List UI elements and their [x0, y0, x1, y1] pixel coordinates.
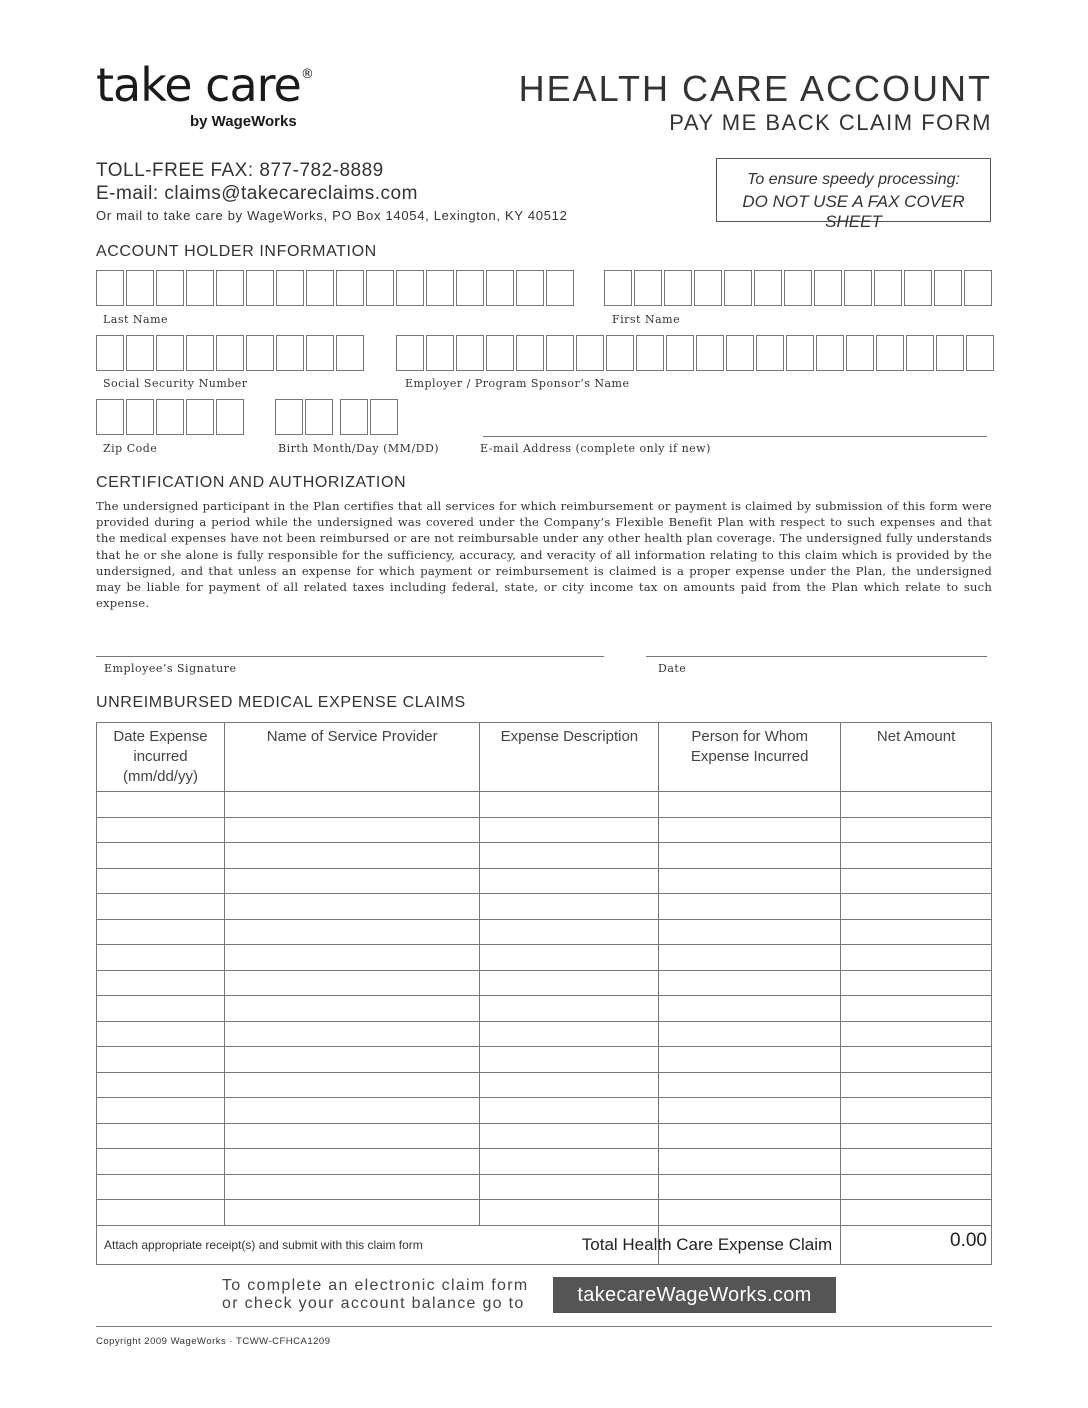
column-header: Date Expense incurred (mm/dd/yy) [97, 723, 225, 792]
character-box[interactable] [370, 399, 398, 435]
claim-cell[interactable] [841, 1072, 992, 1098]
claim-cell[interactable] [841, 1200, 992, 1226]
employer-label: Employer / Program Sponsor’s Name [405, 377, 630, 390]
claims-footer-row [97, 1225, 992, 1264]
claim-row [97, 1021, 992, 1047]
character-box[interactable] [966, 335, 994, 371]
claim-cell[interactable] [224, 996, 480, 1022]
character-box[interactable] [636, 335, 664, 371]
claim-cell[interactable] [841, 970, 992, 996]
character-box[interactable] [126, 399, 154, 435]
website-link-button[interactable]: takecareWageWorks.com [553, 1277, 836, 1313]
character-box[interactable] [546, 270, 574, 306]
character-box[interactable] [696, 335, 724, 371]
claim-row [97, 1174, 992, 1200]
claim-cell[interactable] [659, 792, 841, 818]
claim-row [97, 792, 992, 818]
claim-cell[interactable] [659, 1149, 841, 1175]
claim-cell[interactable] [224, 792, 480, 818]
character-box[interactable] [306, 270, 334, 306]
claim-cell[interactable] [480, 1123, 659, 1149]
email-label: E-mail Address (complete only if new) [480, 442, 711, 455]
claim-cell[interactable] [841, 792, 992, 818]
character-box[interactable] [336, 335, 364, 371]
claim-cell[interactable] [659, 1200, 841, 1226]
character-box[interactable] [336, 270, 364, 306]
claim-cell[interactable] [224, 1149, 480, 1175]
character-box[interactable] [96, 399, 124, 435]
character-box[interactable] [606, 335, 634, 371]
claim-cell[interactable] [841, 868, 992, 894]
last-name-label: Last Name [103, 313, 169, 326]
claim-cell[interactable] [97, 919, 225, 945]
character-box[interactable] [694, 270, 722, 306]
form-subtitle: PAY ME BACK CLAIM FORM [669, 110, 992, 135]
claim-row [97, 817, 992, 843]
character-box[interactable] [276, 335, 304, 371]
form-title: HEALTH CARE ACCOUNT [518, 68, 992, 109]
claim-cell[interactable] [659, 919, 841, 945]
certification-heading: CERTIFICATION AND AUTHORIZATION [96, 474, 407, 491]
total-amount[interactable]: 0.00 [841, 1225, 992, 1264]
contact-email: E-mail: claims@takecareclaims.com [96, 183, 418, 204]
electronic-claim-text [222, 1277, 528, 1313]
character-box[interactable] [936, 335, 964, 371]
character-box[interactable] [664, 270, 692, 306]
character-box[interactable] [246, 270, 274, 306]
character-box[interactable] [724, 270, 752, 306]
claim-cell[interactable] [659, 945, 841, 971]
claim-cell[interactable] [97, 1123, 225, 1149]
processing-notice [716, 158, 991, 231]
claim-cell[interactable] [97, 1200, 225, 1226]
character-box[interactable] [96, 335, 124, 371]
character-box[interactable] [666, 335, 694, 371]
claim-cell[interactable] [841, 1123, 992, 1149]
footer-divider [96, 1326, 992, 1327]
character-box[interactable] [814, 270, 842, 306]
claim-cell[interactable] [841, 919, 992, 945]
character-box[interactable] [216, 399, 244, 435]
column-header: Expense Description [480, 723, 659, 792]
last-name-boxes[interactable] [96, 270, 576, 306]
first-name-boxes[interactable] [604, 270, 994, 306]
character-box[interactable] [756, 335, 784, 371]
claim-cell[interactable] [224, 843, 480, 869]
claim-cell[interactable] [480, 1149, 659, 1175]
claim-cell[interactable] [659, 843, 841, 869]
receipt-note: Attach appropriate receipt(s) and submit with this claim form [97, 1225, 659, 1264]
claim-cell[interactable] [480, 970, 659, 996]
claim-cell[interactable] [224, 894, 480, 920]
logo-text: take care [96, 58, 301, 112]
character-box[interactable] [276, 270, 304, 306]
zip-boxes[interactable] [96, 399, 246, 435]
claim-cell[interactable] [659, 996, 841, 1022]
mailing-address: Or mail to take care by WageWorks, PO Box 14054, Lexington, KY 40512 [96, 208, 568, 223]
notice-line-2: DO NOT USE A FAX COVER SHEET [742, 192, 965, 231]
character-box[interactable] [186, 399, 214, 435]
claim-cell[interactable] [480, 792, 659, 818]
claims-table [96, 722, 992, 1265]
claim-cell[interactable] [659, 970, 841, 996]
claim-row [97, 970, 992, 996]
column-header: Person for Whom Expense Incurred [659, 723, 841, 792]
claim-cell[interactable] [224, 945, 480, 971]
claim-cell[interactable] [659, 1047, 841, 1073]
claim-cell[interactable] [224, 817, 480, 843]
character-box[interactable] [156, 399, 184, 435]
copyright: Copyright 2009 WageWorks · TCWW-CFHCA1209 [96, 1336, 331, 1347]
claim-cell[interactable] [97, 843, 225, 869]
claim-cell[interactable] [97, 1047, 225, 1073]
claim-cell[interactable] [659, 868, 841, 894]
claim-cell[interactable] [841, 1149, 992, 1175]
claim-cell[interactable] [480, 1047, 659, 1073]
character-box[interactable] [426, 270, 454, 306]
character-box[interactable] [784, 270, 812, 306]
claim-cell[interactable] [659, 817, 841, 843]
character-box[interactable] [96, 270, 124, 306]
claim-row [97, 1149, 992, 1175]
character-box[interactable] [275, 399, 303, 435]
claim-cell[interactable] [480, 1200, 659, 1226]
character-box[interactable] [426, 335, 454, 371]
character-box[interactable] [516, 270, 544, 306]
claim-cell[interactable] [659, 1098, 841, 1124]
logo-subtitle: by WageWorks [190, 113, 297, 130]
claim-row [97, 996, 992, 1022]
character-box[interactable] [726, 335, 754, 371]
claim-cell[interactable] [97, 1149, 225, 1175]
claim-cell[interactable] [841, 1174, 992, 1200]
claims-body [97, 792, 992, 1226]
character-box[interactable] [366, 270, 394, 306]
ssn-label: Social Security Number [103, 377, 248, 390]
claim-cell[interactable] [480, 1174, 659, 1200]
character-box[interactable] [546, 335, 574, 371]
claim-cell[interactable] [97, 996, 225, 1022]
notice-line-1: To ensure speedy processing: [747, 171, 960, 188]
date-line[interactable] [646, 656, 987, 657]
claim-cell[interactable] [224, 1098, 480, 1124]
claim-cell[interactable] [97, 868, 225, 894]
character-box[interactable] [876, 335, 904, 371]
logo [96, 58, 313, 112]
claim-cell[interactable] [224, 1047, 480, 1073]
email-line[interactable] [483, 436, 987, 437]
character-box[interactable] [126, 335, 154, 371]
claim-cell[interactable] [97, 792, 225, 818]
character-box[interactable] [216, 270, 244, 306]
claim-row [97, 1123, 992, 1149]
claim-cell[interactable] [841, 1021, 992, 1047]
claim-row [97, 1200, 992, 1226]
claim-cell[interactable] [224, 1072, 480, 1098]
zip-label: Zip Code [103, 442, 158, 455]
claim-cell[interactable] [659, 1021, 841, 1047]
character-box[interactable] [754, 270, 782, 306]
claim-cell[interactable] [97, 894, 225, 920]
character-box[interactable] [486, 270, 514, 306]
claim-row [97, 1072, 992, 1098]
character-box[interactable] [186, 270, 214, 306]
signature-line[interactable] [96, 656, 604, 657]
character-box[interactable] [456, 270, 484, 306]
column-header: Name of Service Provider [224, 723, 480, 792]
claim-row [97, 868, 992, 894]
claim-cell[interactable] [224, 919, 480, 945]
character-box[interactable] [516, 335, 544, 371]
birth-day-boxes[interactable] [340, 399, 400, 435]
claim-row [97, 1047, 992, 1073]
character-box[interactable] [906, 335, 934, 371]
claim-cell[interactable] [480, 817, 659, 843]
character-box[interactable] [246, 335, 274, 371]
registered-mark: ® [300, 67, 313, 82]
fax-number: TOLL-FREE FAX: 877-782-8889 [96, 160, 384, 181]
claim-cell[interactable] [224, 970, 480, 996]
date-label: Date [658, 662, 687, 675]
claim-cell[interactable] [841, 817, 992, 843]
character-box[interactable] [340, 399, 368, 435]
claim-row [97, 894, 992, 920]
claim-cell[interactable] [224, 1123, 480, 1149]
claim-cell[interactable] [659, 1072, 841, 1098]
claim-cell[interactable] [224, 1200, 480, 1226]
total-label [581, 1225, 841, 1264]
character-box[interactable] [634, 270, 662, 306]
claim-cell[interactable] [480, 894, 659, 920]
character-box[interactable] [156, 335, 184, 371]
birth-month-boxes[interactable] [275, 399, 335, 435]
character-box[interactable] [156, 270, 184, 306]
claim-cell[interactable] [224, 868, 480, 894]
claim-cell[interactable] [659, 1174, 841, 1200]
claim-cell[interactable] [97, 1072, 225, 1098]
claim-cell[interactable] [480, 1098, 659, 1124]
claim-cell[interactable] [97, 970, 225, 996]
character-box[interactable] [904, 270, 932, 306]
first-name-label: First Name [612, 313, 681, 326]
claim-cell[interactable] [97, 1098, 225, 1124]
character-box[interactable] [844, 270, 872, 306]
electronic-line-1: To complete an electronic claim form [222, 1277, 529, 1294]
character-box[interactable] [396, 335, 424, 371]
claim-cell[interactable] [224, 1174, 480, 1200]
claims-header-row [97, 723, 992, 792]
birth-label: Birth Month/Day (MM/DD) [278, 442, 440, 455]
claim-cell[interactable] [841, 1098, 992, 1124]
character-box[interactable] [216, 335, 244, 371]
claim-row [97, 1098, 992, 1124]
claim-cell[interactable] [480, 919, 659, 945]
column-header: Net Amount [841, 723, 992, 792]
claim-cell[interactable] [480, 945, 659, 971]
certification-text: The undersigned participant in the Plan certifies that all services for which reimbursement or payment is claimed by submission of this form were provided during a period while the undersigned was covered under the Company’s Flexible Benefit Plan with respect to such expenses and that the medical expenses have not been reimbursed or are not reimbursable under any other health plan coverage. The undersigned fully understands that he or she alone is fully responsible for the sufficiency, accuracy, and veracity of all information relating to this claim which is provided by the undersigned, and that unless an expense for which payment or reimbursement is claimed is a proper expense under the Plan, the undersigned may be liable for payment of all related taxes including federal, state, or city income tax on amounts paid from the Plan which relate to such expense. [96, 499, 992, 611]
claim-row [97, 945, 992, 971]
character-box[interactable] [126, 270, 154, 306]
claim-cell[interactable] [97, 945, 225, 971]
claim-row [97, 919, 992, 945]
claim-cell[interactable] [841, 996, 992, 1022]
claim-cell[interactable] [841, 843, 992, 869]
claim-cell[interactable] [480, 1072, 659, 1098]
signature-label: Employee’s Signature [104, 662, 237, 675]
claim-cell[interactable] [97, 817, 225, 843]
claim-cell[interactable] [97, 1174, 225, 1200]
claim-cell[interactable] [97, 1021, 225, 1047]
total-label-text: Total Health Care Expense Claim [581, 1234, 833, 1254]
character-box[interactable] [396, 270, 424, 306]
claim-cell[interactable] [659, 894, 841, 920]
character-box[interactable] [934, 270, 962, 306]
claim-cell[interactable] [480, 843, 659, 869]
account-heading: ACCOUNT HOLDER INFORMATION [96, 243, 377, 260]
claims-heading: UNREIMBURSED MEDICAL EXPENSE CLAIMS [96, 694, 466, 711]
character-box[interactable] [846, 335, 874, 371]
character-box[interactable] [306, 335, 334, 371]
character-box[interactable] [305, 399, 333, 435]
claim-cell[interactable] [480, 868, 659, 894]
character-box[interactable] [786, 335, 814, 371]
ssn-boxes[interactable] [96, 335, 366, 371]
character-box[interactable] [186, 335, 214, 371]
claim-cell[interactable] [480, 1021, 659, 1047]
claim-cell[interactable] [841, 945, 992, 971]
character-box[interactable] [486, 335, 514, 371]
character-box[interactable] [604, 270, 632, 306]
character-box[interactable] [816, 335, 844, 371]
character-box[interactable] [576, 335, 604, 371]
claim-cell[interactable] [224, 1021, 480, 1047]
character-box[interactable] [874, 270, 902, 306]
claim-cell[interactable] [841, 1047, 992, 1073]
electronic-line-2: or check your account balance go to [222, 1295, 525, 1312]
character-box[interactable] [456, 335, 484, 371]
employer-boxes[interactable] [396, 335, 996, 371]
character-box[interactable] [964, 270, 992, 306]
claim-cell[interactable] [480, 996, 659, 1022]
claim-cell[interactable] [841, 894, 992, 920]
claim-cell[interactable] [659, 1123, 841, 1149]
claim-row [97, 843, 992, 869]
